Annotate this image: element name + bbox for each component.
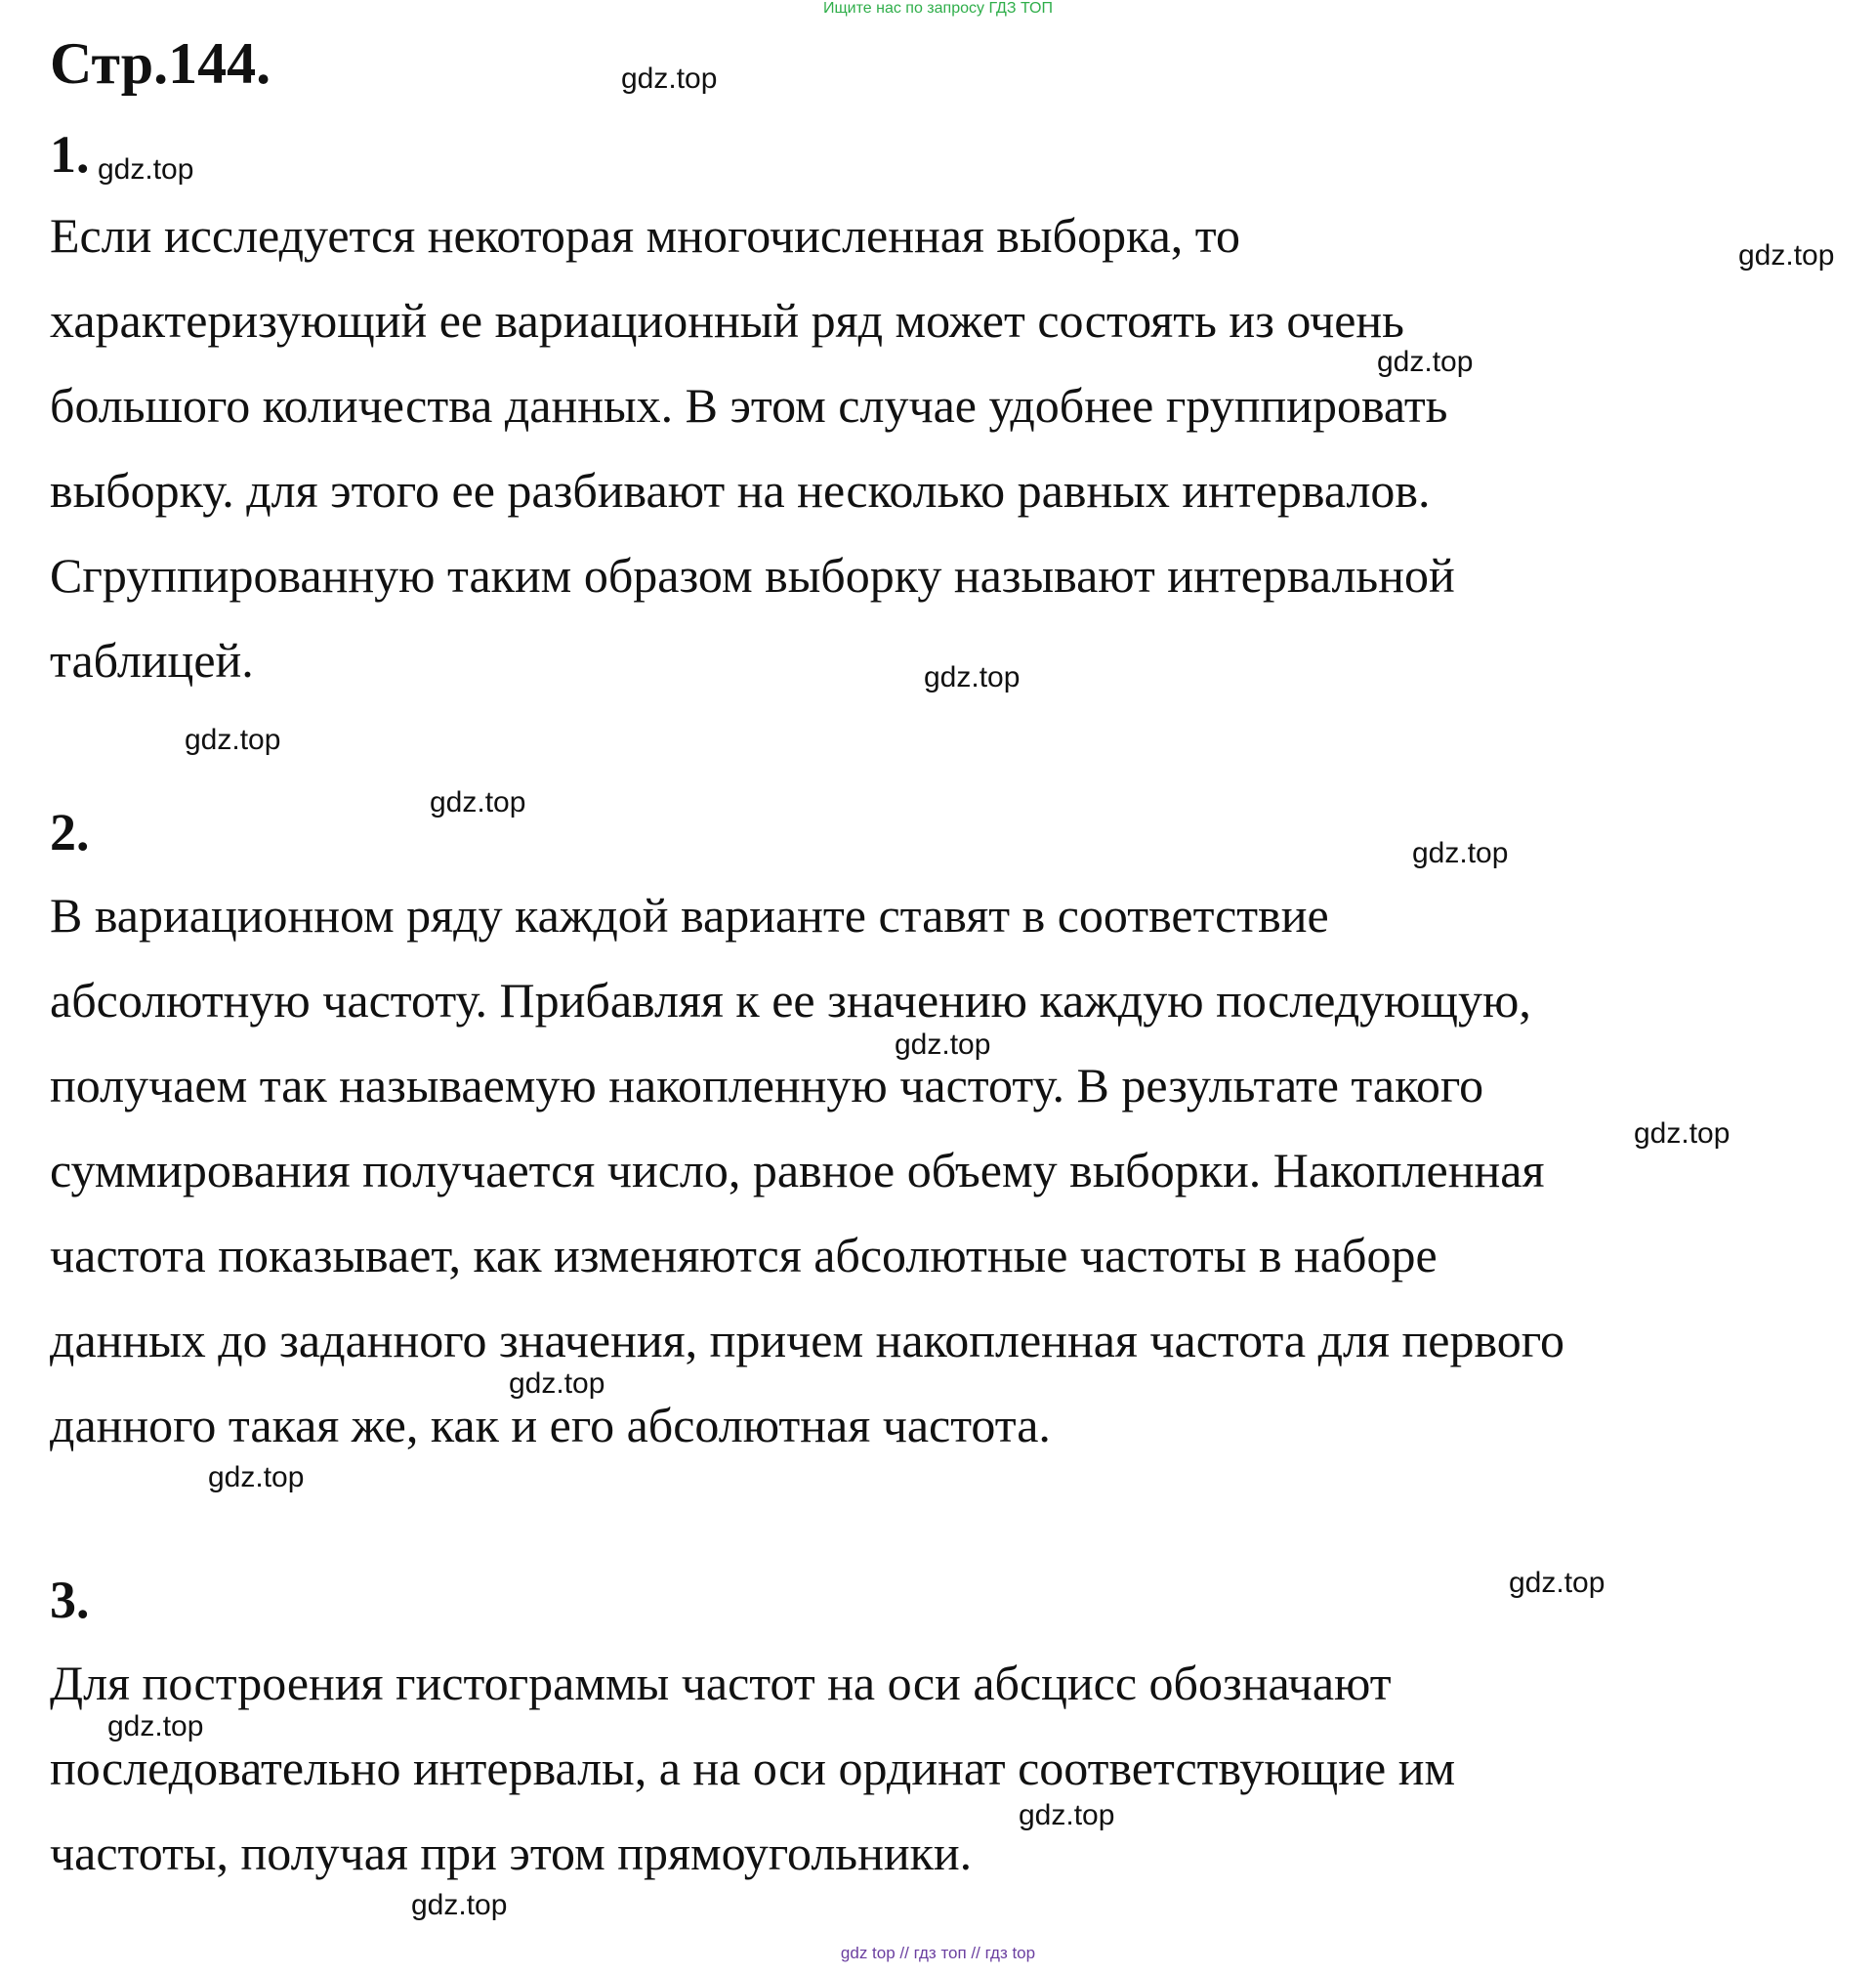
- watermark: gdz.top: [185, 724, 281, 756]
- question-1-number: 1.: [50, 125, 90, 184]
- answer-line: частота показывает, как изменяются абсолютные частоты в наборе: [50, 1228, 1438, 1282]
- watermark: gdz.top: [1412, 837, 1509, 869]
- answer-line: таблицей.: [50, 633, 254, 688]
- answer-line: данных до заданного значения, причем накопленная частота для первого: [50, 1313, 1564, 1367]
- watermark: gdz.top: [621, 63, 718, 95]
- watermark: gdz.top: [1019, 1799, 1115, 1831]
- watermark: gdz.top: [411, 1889, 508, 1921]
- answer-line: данного такая же, как и его абсолютная частота.: [50, 1398, 1051, 1452]
- footer-banner: gdz top // гдз топ // гдз top: [840, 1944, 1036, 1962]
- question-2-answer: [50, 873, 1564, 1468]
- question-1-answer: [50, 193, 1455, 703]
- watermark: gdz.top: [1509, 1567, 1605, 1599]
- watermark: gdz.top: [509, 1367, 605, 1400]
- answer-line: Если исследуется некоторая многочисленная выборка, то: [50, 208, 1240, 263]
- watermark: gdz.top: [895, 1028, 991, 1061]
- watermark: gdz.top: [924, 661, 1021, 693]
- watermark: gdz.top: [107, 1710, 204, 1742]
- answer-line: большого количества данных. В этом случае удобнее группировать: [50, 378, 1448, 433]
- watermark: gdz.top: [1377, 346, 1474, 378]
- question-3-number: 3.: [50, 1571, 90, 1629]
- watermark: gdz.top: [1634, 1117, 1730, 1150]
- watermark: gdz.top: [1738, 239, 1835, 272]
- answer-line: Для построения гистограммы частот на оси абсцисс обозначают: [50, 1656, 1392, 1710]
- answer-line: абсолютную частоту. Прибавляя к ее значению каждую последующую,: [50, 973, 1531, 1028]
- answer-line: частоты, получая при этом прямоугольники.: [50, 1826, 973, 1880]
- watermark: gdz.top: [208, 1461, 305, 1493]
- answer-line: Сгруппированную таким образом выборку называют интервальной: [50, 548, 1455, 603]
- answer-line: суммирования получается число, равное объему выборки. Накопленная: [50, 1143, 1545, 1197]
- answer-line: характеризующий ее вариационный ряд может состоять из очень: [50, 293, 1404, 348]
- page-title: Стр.144.: [50, 31, 271, 96]
- watermark: gdz.top: [430, 786, 526, 819]
- top-banner: Ищите нас по запросу ГДЗ ТОП: [823, 0, 1053, 17]
- answer-line: последовательно интервалы, а на оси ординат соответствующие им: [50, 1741, 1456, 1795]
- answer-line: выборку. для этого ее разбивают на несколько равных интервалов.: [50, 463, 1431, 518]
- watermark: gdz.top: [98, 153, 194, 186]
- answer-line: В вариационном ряду каждой варианте ставят в соответствие: [50, 888, 1329, 943]
- answer-line: получаем так называемую накопленную частоту. В результате такого: [50, 1058, 1484, 1112]
- question-3-answer: [50, 1641, 1455, 1896]
- question-2-number: 2.: [50, 803, 90, 861]
